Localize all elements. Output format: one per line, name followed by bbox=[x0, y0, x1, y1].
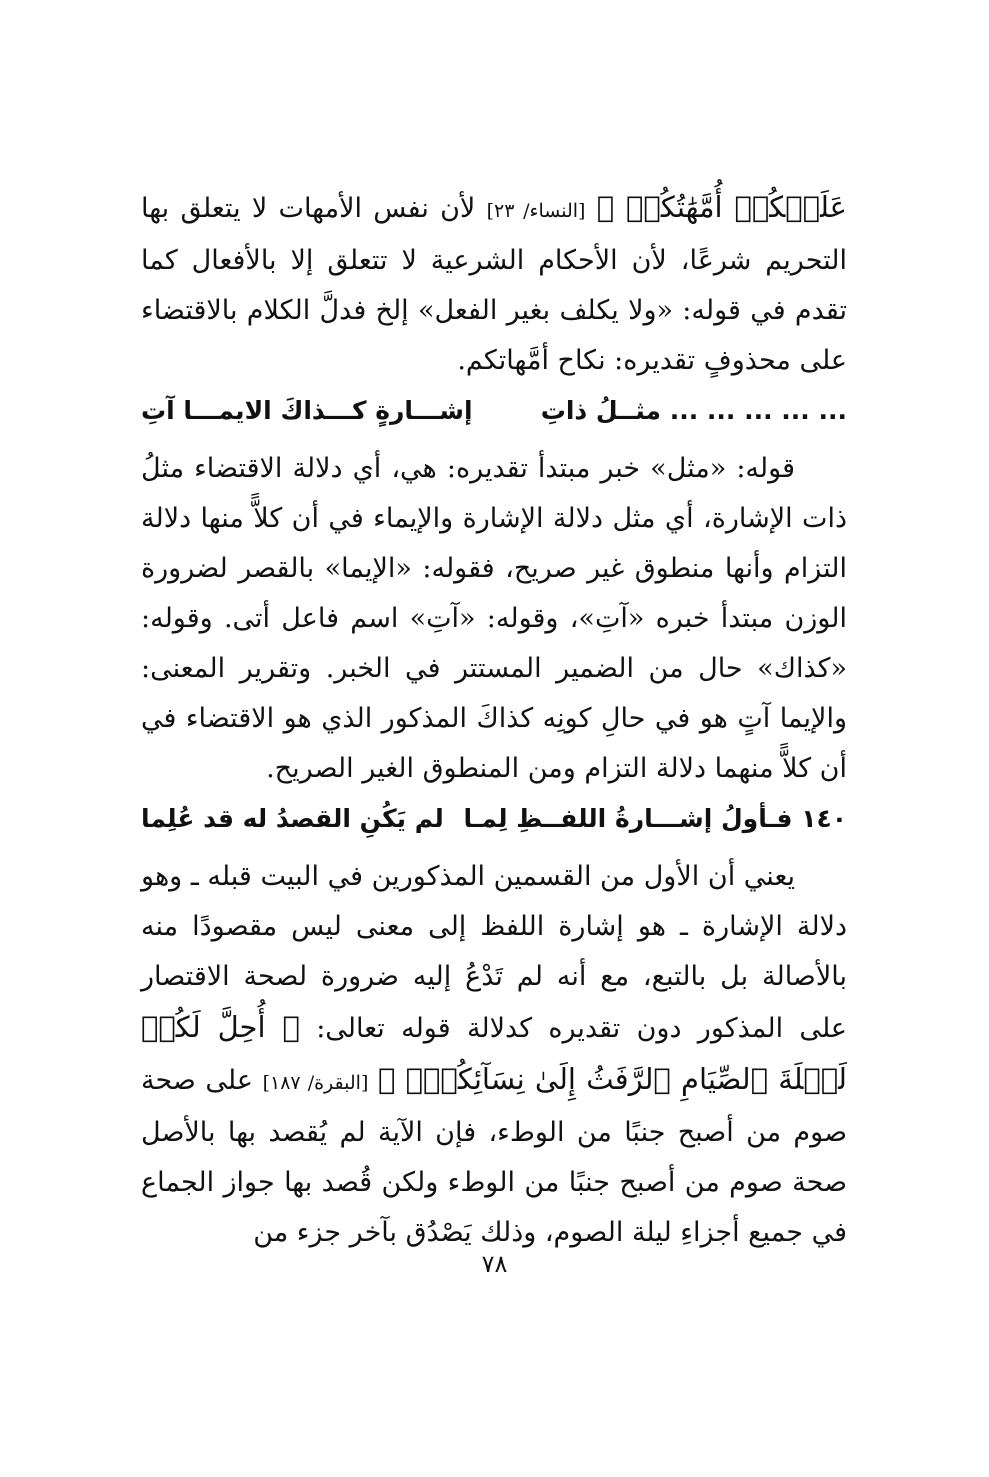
page-number: ٧٨ bbox=[481, 1250, 508, 1278]
quran-quote-baqara: ﴿ أُحِلَّ لَكُمۡ لَيۡلَةَ ٱلصِّيَامِ ٱلرَّفَثُ إِلَىٰ نِسَآئِكُمۡۚ ﴾ bbox=[141, 1010, 847, 1096]
paragraph-2: قوله: «مثل» خبر مبتدأ تقديره: هي، أي دلالة الاقتضاء مثلُ ذات الإشارة، أي مثل دلالة الإشارة والإيماء في أن كلاًّ منها دلالة التزام وأنها منطوق غير صريح، فقوله: «الإيما» بالقصر لضرورة الوزن مبتدأ خبره «آتِ»، وقوله: «آتِ» اسم فاعل أتى. وقوله: «كذاك» حال من الضمير المستتر في الخبر. وتقرير المعنى: والإيما آتٍ هو في حالِ كونِه كذاكَ المذكور الذي هو الاقتضاء في أن كلاًّ منهما دلالة التزام ومن المنطوق الغير الصريح. bbox=[141, 453, 847, 784]
reference-baqara: [البقرة/ ١٨٧] bbox=[262, 1072, 369, 1094]
verse-2-right-hemistich: ١٤٠ فـأولُ إشـــارةُ اللفــظِ لِمـا bbox=[463, 804, 847, 833]
poem-verse-2 bbox=[141, 794, 847, 844]
verse-2-left-hemistich: لم يَكُنِ القصدُ له قد عُلِما bbox=[141, 804, 444, 833]
verse-1-left-hemistich: إشـــارةٍ كـــذاكَ الايمـــا آتِ bbox=[141, 396, 473, 425]
verse-1-right-hemistich: ... ... ... ... ... مثــلُ ذاتِ bbox=[540, 396, 847, 425]
main-text bbox=[141, 182, 847, 1258]
paragraph-3 bbox=[141, 852, 847, 1258]
reference-nisa: [النساء/ ٢٣] bbox=[486, 200, 586, 222]
paragraph-1 bbox=[141, 182, 847, 386]
poem-verse-1 bbox=[141, 386, 847, 436]
quran-quote-nisa: عَلَيۡكُمۡ أُمَّهَٰتُكُمۡ ﴾ bbox=[596, 190, 847, 224]
paragraph-3-text-before: يعني أن الأول من القسمين المذكورين في البيت قبله ـ وهو دلالة الإشارة ـ هو إشارة اللفظ إلى معنى ليس مقصودًا منه بالأصالة بل بالتبع، مع أنه لم تَدْعُ إليه ضرورة لصحة الاقتصار على المذكور دون تقديره كدلالة قوله تعالى: bbox=[141, 861, 847, 1044]
paragraph-3-text-after: على صحة صوم من أصبح جنبًا من الوطء، فإن الآية لم يُقصد بها بالأصل صحة صوم من أصبح جنبًا من الوطء ولكن قُصد بها جواز الجماع في جميع أجزاءِ ليلة الصوم، وذلك يَصْدُق بآخر جزء من bbox=[141, 1065, 847, 1248]
paragraph-1-text: لأن نفس الأمهات لا يتعلق بها التحريم شرعًا، لأن الأحكام الشرعية لا تتعلق إلا بالأفعال كما تقدم في قوله: «ولا يكلف بغير الفعل» إلخ فدلَّ الكلام بالاقتضاء على محذوفٍ تقديره: نكاح أمَّهاتكم. bbox=[141, 193, 847, 376]
